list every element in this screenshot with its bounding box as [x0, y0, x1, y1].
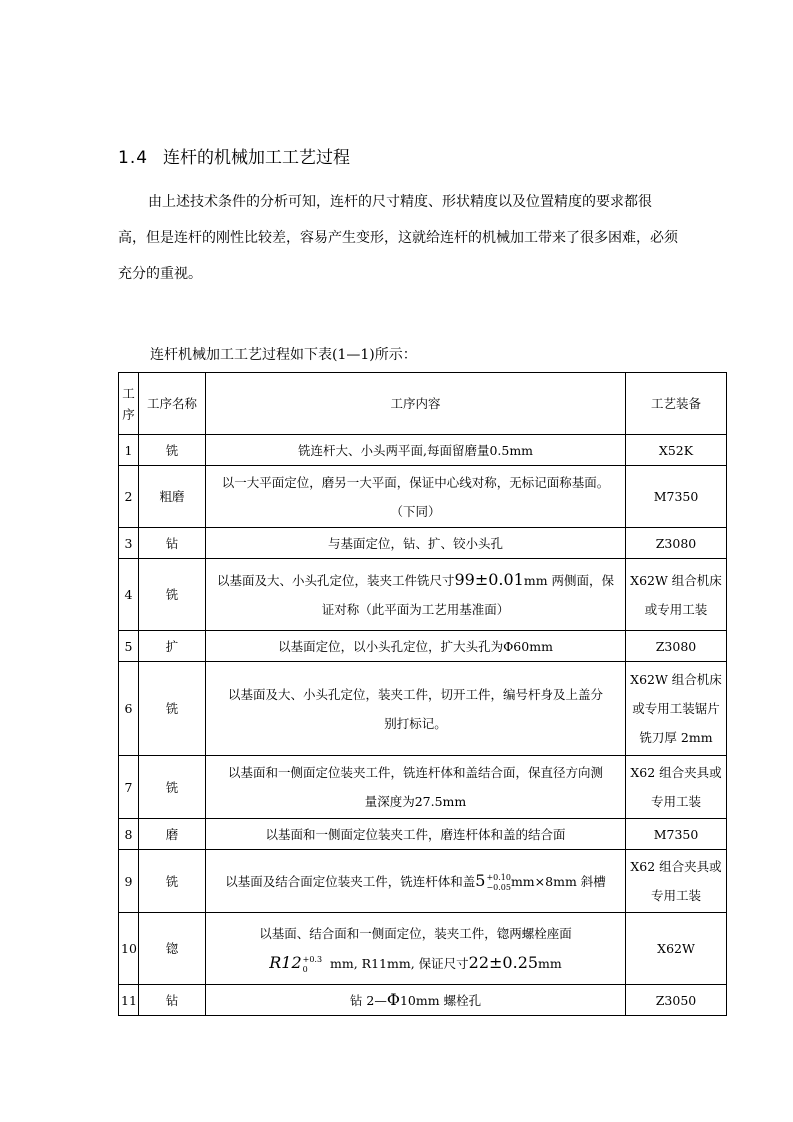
table-row — [119, 985, 727, 1016]
row-no: 8 — [119, 819, 139, 850]
row-content: 以基面和一侧面定位装夹工件，磨连杆体和盖的结合面 — [206, 819, 626, 850]
row-no: 7 — [119, 756, 139, 819]
row-content: 与基面定位，钻、扩、铰小头孔 — [206, 528, 626, 559]
row-equipment: M7350 — [626, 466, 727, 528]
row-name: 磨 — [139, 819, 206, 850]
table-row — [119, 435, 727, 466]
row-equipment: X62 组合夹具或 专用工装 — [626, 850, 727, 913]
row-no: 5 — [119, 631, 139, 662]
row-content: 以基面和一侧面定位装夹工件，铣连杆体和盖结合面，保直径方向测 量深度为27.5mm — [206, 756, 626, 819]
row-equipment: X52K — [626, 435, 727, 466]
row-equipment: Z3080 — [626, 631, 727, 662]
row-no: 1 — [119, 435, 139, 466]
header-equipment: 工艺装备 — [626, 373, 727, 435]
paragraph-line: 了很多困难，必须充分的重视。 — [118, 230, 678, 282]
section-title: 连杆的机械加工工艺过程 — [163, 148, 350, 168]
row-content: 以基面及大、小头孔定位，装夹工件，切开工件，编号杆身及上盖分 别打标记。 — [206, 662, 626, 756]
section-heading — [118, 143, 350, 168]
row-equipment: X62W 组合机床 或专用工装锯片 铣刀厚 2mm — [626, 662, 727, 756]
row-no: 3 — [119, 528, 139, 559]
table-row — [119, 466, 727, 528]
table-row — [119, 631, 727, 662]
row-content: 以基面及大、小头孔定位，装夹工件铣尺寸99±0.01mm 两侧面，保 证对称（此平面为工艺用基准面） — [206, 559, 626, 631]
row-content: 钻 2—Φ10mm 螺栓孔 — [206, 985, 626, 1016]
row-name: 铣 — [139, 850, 206, 913]
section-number: 1.4 — [118, 148, 149, 168]
header-name: 工序名称 — [139, 373, 206, 435]
row-no: 6 — [119, 662, 139, 756]
paragraph-line: 由上述技术条件的分析可知，连杆的尺寸精度、形状精度以及位置精度的要 — [148, 194, 610, 210]
row-equipment: X62W — [626, 913, 727, 985]
header-no: 工 序 — [119, 373, 139, 435]
table-row — [119, 559, 727, 631]
row-content: 以一大平面定位，磨另一大平面，保证中心线对称，无标记面称基面。 （下同） — [206, 466, 626, 528]
table-row — [119, 756, 727, 819]
process-table — [118, 372, 727, 1016]
row-no: 9 — [119, 850, 139, 913]
row-name: 粗磨 — [139, 466, 206, 528]
table-row — [119, 662, 727, 756]
row-name: 钻 — [139, 985, 206, 1016]
row-name: 扩 — [139, 631, 206, 662]
row-content: 以基面及结合面定位装夹工件，铣连杆体和盖5+0.10 −0.05mm×8mm 斜槽 — [206, 850, 626, 913]
table-caption: 连杆机械加工工艺过程如下表(1—1)所示： — [150, 347, 417, 363]
row-equipment: X62 组合夹具或 专用工装 — [626, 756, 727, 819]
row-name: 钻 — [139, 528, 206, 559]
table-row — [119, 913, 727, 985]
table-row — [119, 528, 727, 559]
row-equipment: Z3050 — [626, 985, 727, 1016]
row-equipment: Z3080 — [626, 528, 727, 559]
row-name: 铣 — [139, 435, 206, 466]
row-name: 锪 — [139, 913, 206, 985]
table-row — [119, 850, 727, 913]
row-no: 10 — [119, 913, 139, 985]
row-no: 4 — [119, 559, 139, 631]
table-header-row — [119, 373, 727, 435]
row-name: 铣 — [139, 756, 206, 819]
row-content: 以基面定位，以小头孔定位，扩大头孔为Φ60mm — [206, 631, 626, 662]
row-equipment: X62W 组合机床 或专用工装 — [626, 559, 727, 631]
row-no: 2 — [119, 466, 139, 528]
row-content: 铣连杆大、小头两平面,每面留磨量0.5mm — [206, 435, 626, 466]
paragraph-line: 求都很高，但是连杆的刚性比较差，容易产生变形，这就给连杆的机械加工带来 — [118, 194, 652, 246]
intro-paragraph — [118, 184, 678, 292]
row-name: 铣 — [139, 662, 206, 756]
row-no: 11 — [119, 985, 139, 1016]
row-content: 以基面、结合面和一侧面定位，装夹工件，锪两螺栓座面 R12+0.3 0 mm, R11mm, 保证尺寸22±0.25mm — [206, 913, 626, 985]
row-equipment: M7350 — [626, 819, 727, 850]
row-name: 铣 — [139, 559, 206, 631]
header-content: 工序内容 — [206, 373, 626, 435]
table-row — [119, 819, 727, 850]
